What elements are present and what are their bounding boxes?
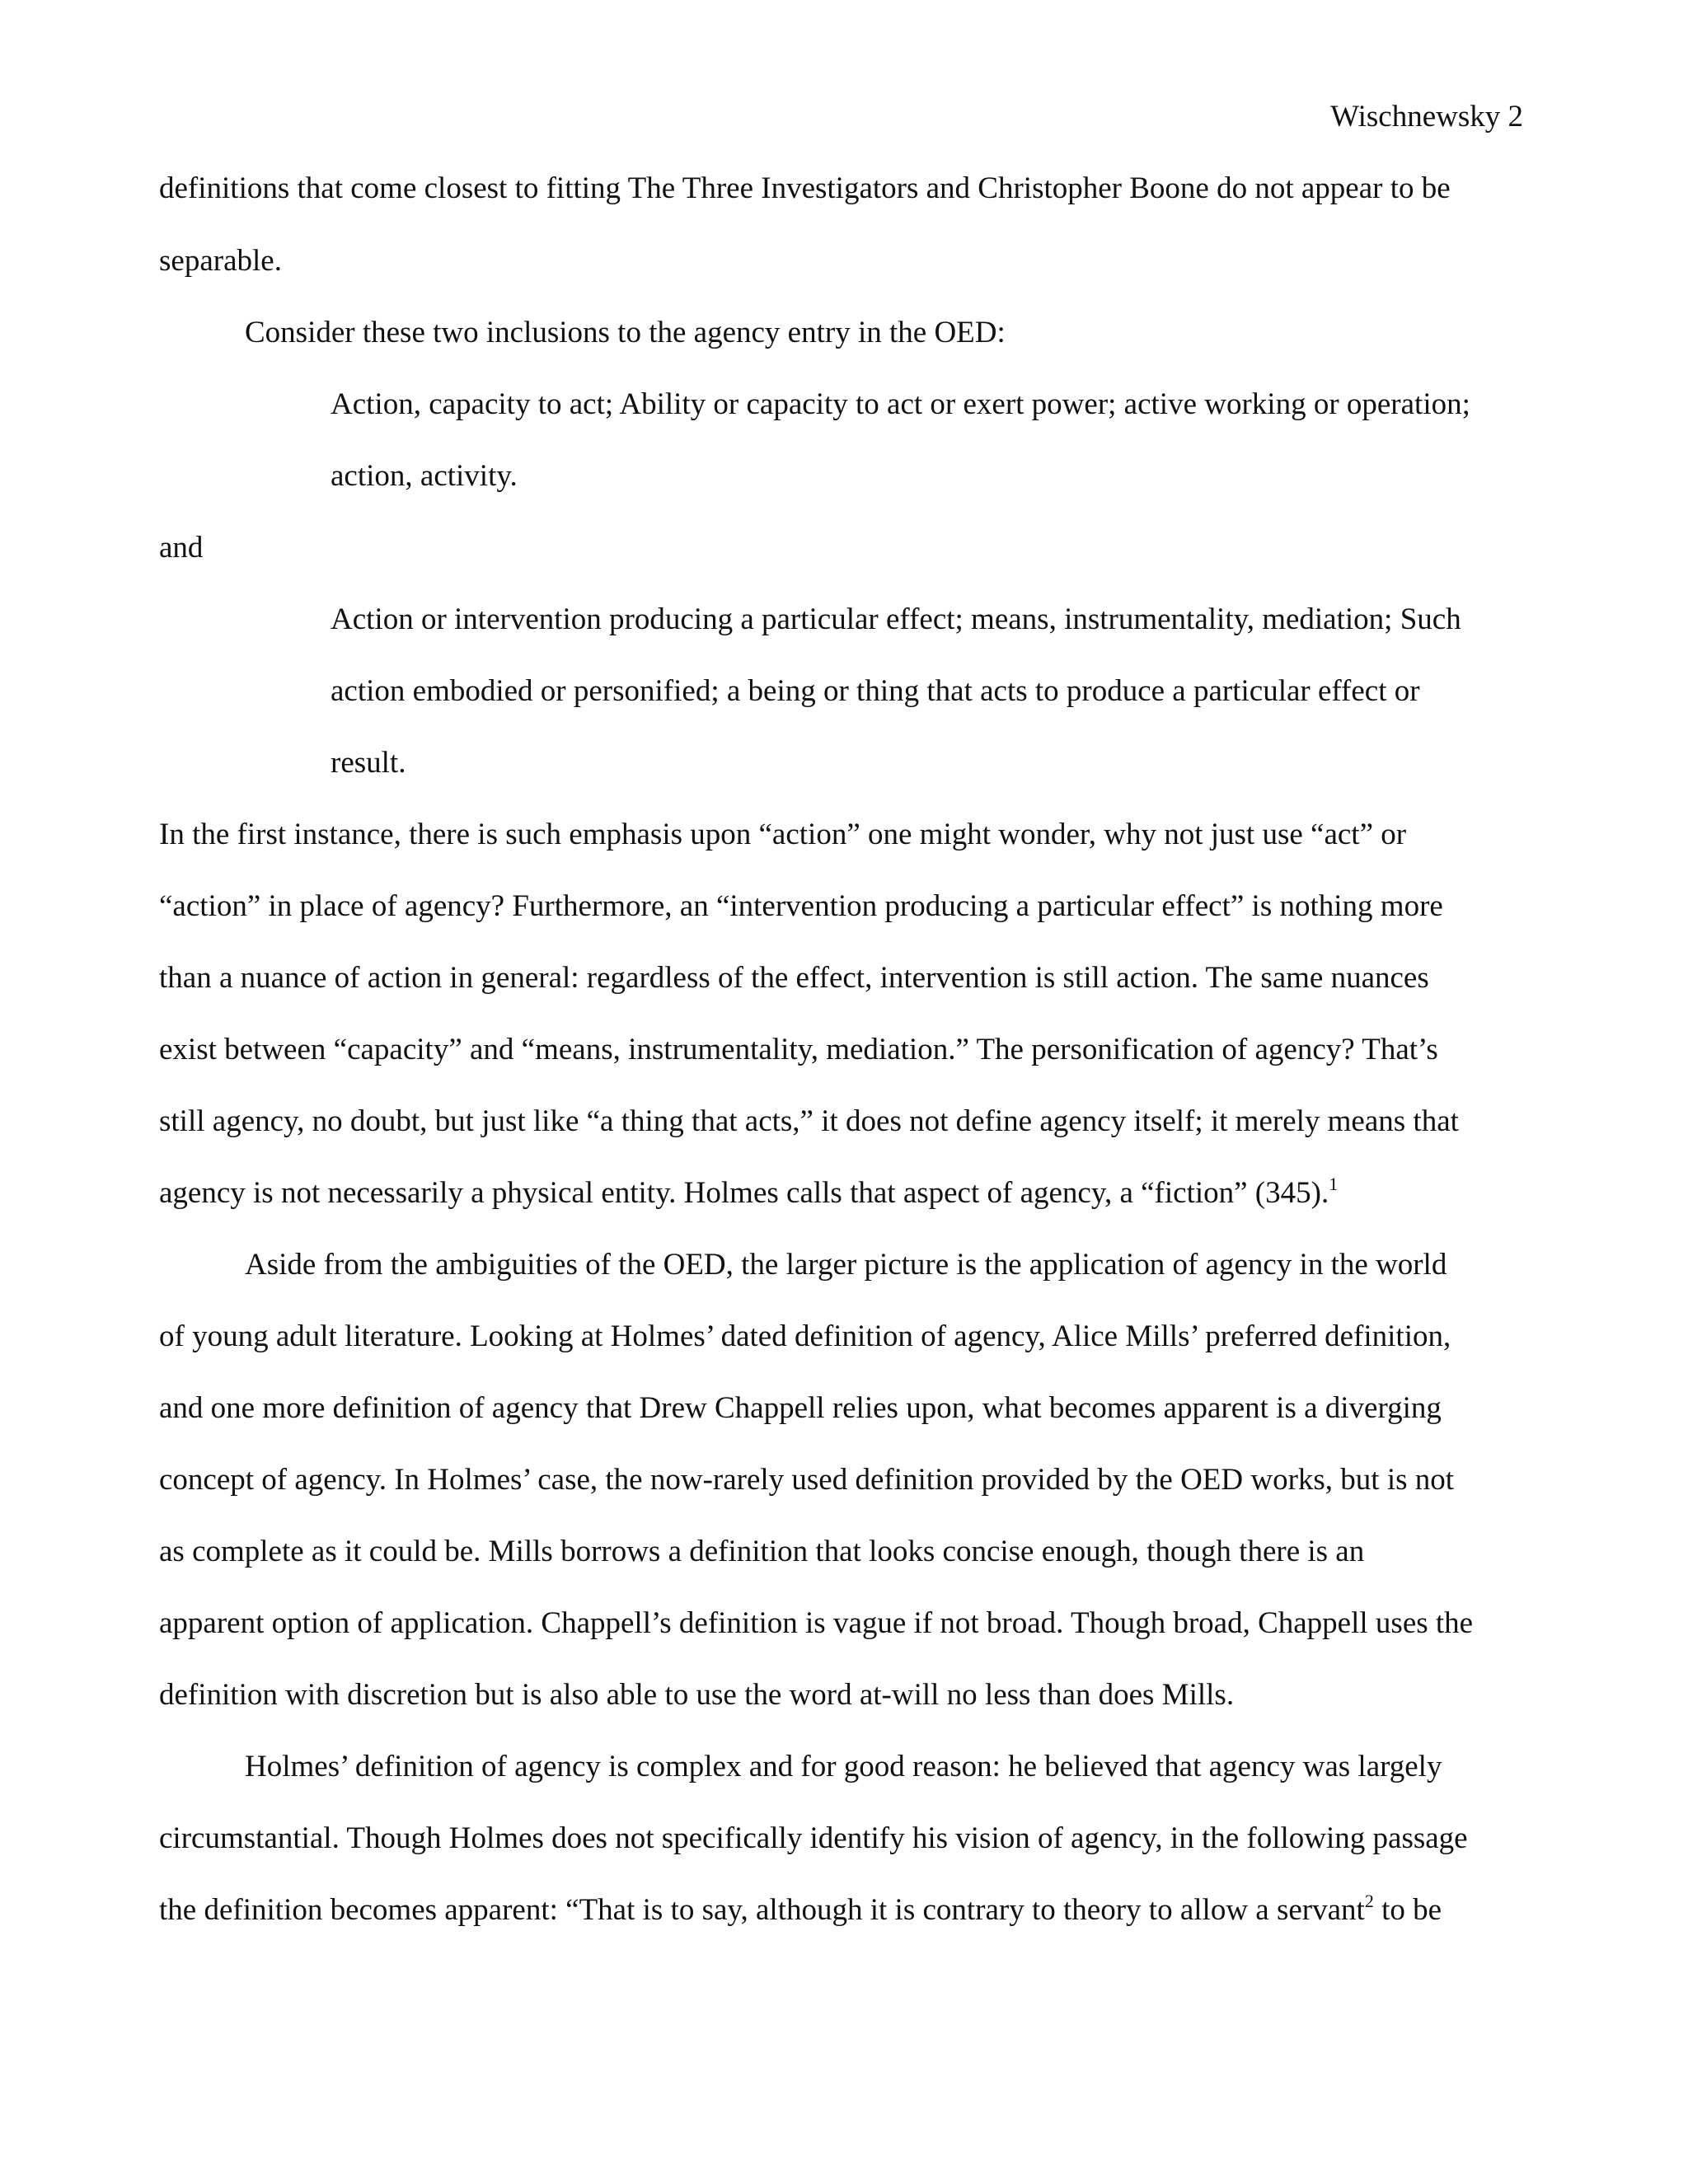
body-line-text: to be — [1373, 1893, 1442, 1927]
footnote-marker: 1 — [1329, 1173, 1339, 1194]
body-line — [159, 1891, 1442, 1930]
block-quote-line: result. — [331, 746, 406, 780]
block-quote-line: action embodied or personified; a being or thing that acts to produce a particular effect or — [331, 674, 1420, 708]
body-line: circumstantial. Though Holmes does not specifically identify his vision of agency, in the following passage — [159, 1821, 1468, 1855]
body-line-text: agency is not necessarily a physical entity. Holmes calls that aspect of agency, a “fiction” (345). — [159, 1176, 1329, 1210]
block-quote-line: action, activity. — [331, 459, 518, 493]
paragraph-first-line: Aside from the ambiguities of the OED, the larger picture is the application of agency in the world — [245, 1248, 1447, 1282]
footnote-marker: 2 — [1364, 1890, 1374, 1911]
body-line-text: the definition becomes apparent: “That is to say, although it is contrary to theory to allow a servant — [159, 1893, 1365, 1927]
body-line: apparent option of application. Chappell’s definition is vague if not broad. Though broad, Chappell uses the — [159, 1606, 1474, 1640]
body-line: “action” in place of agency? Furthermore, an “intervention producing a particular effect” is nothing more — [159, 889, 1443, 923]
body-line: definition with discretion but is also able to use the word at-will no less than does Mills. — [159, 1678, 1235, 1712]
body-line: exist between “capacity” and “means, instrumentality, mediation.” The personification of agency? That’s — [159, 1033, 1438, 1066]
body-line: and one more definition of agency that Drew Chappell relies upon, what becomes apparent is a diverging — [159, 1391, 1442, 1425]
body-line: and — [159, 531, 204, 565]
body-line — [159, 1174, 1338, 1213]
body-line: separable. — [159, 244, 282, 278]
block-quote-line: Action, capacity to act; Ability or capacity to act or exert power; active working or operation; — [331, 387, 1470, 421]
body-line: as complete as it could be. Mills borrows a definition that looks concise enough, though there is an — [159, 1535, 1365, 1568]
body-line: In the first instance, there is such emphasis upon “action” one might wonder, why not just use “act” or — [159, 818, 1407, 851]
paragraph-first-line: Holmes’ definition of agency is complex and for good reason: he believed that agency was largely — [245, 1750, 1442, 1783]
body-line: than a nuance of action in general: regardless of the effect, intervention is still action. The same nuances — [159, 961, 1429, 995]
paragraph-first-line: Consider these two inclusions to the agency entry in the OED: — [245, 316, 1006, 349]
body-line: concept of agency. In Holmes’ case, the now-rarely used definition provided by the OED works, but is not — [159, 1463, 1455, 1497]
running-head: Wischnewsky 2 — [1330, 100, 1523, 134]
block-quote-line: Action or intervention producing a particular effect; means, instrumentality, mediation; Such — [331, 602, 1461, 636]
body-line: still agency, no doubt, but just like “a thing that acts,” it does not define agency itself; it merely means that — [159, 1104, 1459, 1138]
body-line: of young adult literature. Looking at Holmes’ dated definition of agency, Alice Mills’ preferred definition, — [159, 1319, 1451, 1353]
body-line: definitions that come closest to fitting The Three Investigators and Christopher Boone do not appear to be — [159, 171, 1451, 205]
